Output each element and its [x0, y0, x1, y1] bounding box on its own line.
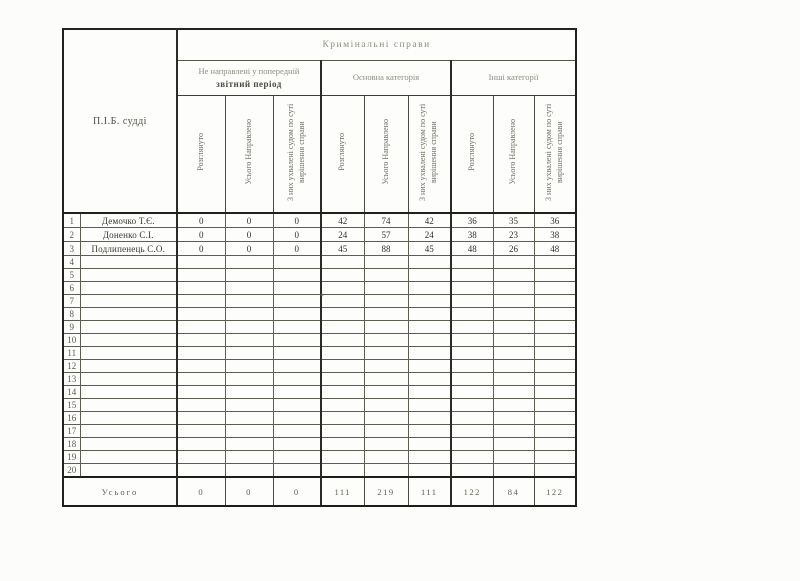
total-label: Усього — [63, 477, 177, 506]
judge-name — [80, 386, 177, 399]
cell-value — [534, 347, 576, 360]
cell-value — [408, 308, 451, 321]
cell-value — [177, 438, 225, 451]
cell-value — [364, 425, 408, 438]
cell-value — [534, 334, 576, 347]
cell-value — [321, 451, 364, 464]
cell-value: 24 — [321, 228, 364, 242]
cell-value — [225, 269, 273, 282]
stray-mark: * — [320, 292, 324, 301]
table-body — [63, 213, 576, 477]
cell-value — [451, 334, 493, 347]
row-number: 19 — [63, 451, 80, 464]
cell-value — [534, 269, 576, 282]
cell-value — [273, 425, 321, 438]
cell-value — [321, 360, 364, 373]
judge-name — [80, 334, 177, 347]
cell-value — [225, 425, 273, 438]
cell-value — [364, 386, 408, 399]
cell-value — [534, 256, 576, 269]
cell-value — [321, 373, 364, 386]
statistics-table-wrapper — [62, 28, 575, 507]
cell-value — [408, 360, 451, 373]
cell-value — [493, 308, 534, 321]
cell-value — [408, 438, 451, 451]
table-row — [63, 412, 576, 425]
cell-value — [364, 451, 408, 464]
cell-value — [534, 386, 576, 399]
cell-value — [493, 425, 534, 438]
cell-value — [177, 347, 225, 360]
cell-value: 88 — [364, 242, 408, 256]
judge-column-header: П.І.Б. судді — [63, 29, 177, 213]
cell-value — [408, 256, 451, 269]
cell-value — [364, 269, 408, 282]
cell-value — [177, 464, 225, 478]
cell-value — [225, 308, 273, 321]
cell-value — [534, 464, 576, 478]
cell-value — [451, 399, 493, 412]
cell-value — [364, 464, 408, 478]
table-row — [63, 347, 576, 360]
cell-value — [364, 373, 408, 386]
judge-name — [80, 321, 177, 334]
cell-value — [225, 373, 273, 386]
cell-value — [273, 373, 321, 386]
cell-value — [177, 295, 225, 308]
cell-value — [364, 256, 408, 269]
row-number: 13 — [63, 373, 80, 386]
table-row — [63, 242, 576, 256]
total-value: 111 — [321, 477, 364, 506]
cell-value: 35 — [493, 213, 534, 228]
subheader-total-sent: Усього Направлено — [508, 118, 518, 185]
cell-value — [408, 399, 451, 412]
cell-value: 48 — [451, 242, 493, 256]
group-header-other-categories: Інші категорії — [451, 61, 576, 96]
judge-name — [80, 347, 177, 360]
cell-value — [225, 282, 273, 295]
cell-value — [321, 308, 364, 321]
table-row — [63, 308, 576, 321]
subheader-considered: Розглянуто — [337, 132, 347, 171]
cell-value — [321, 399, 364, 412]
judge-name: Подлипенець С.О. — [80, 242, 177, 256]
cell-value: 26 — [493, 242, 534, 256]
cell-value — [408, 412, 451, 425]
cell-value — [408, 425, 451, 438]
cell-value — [273, 347, 321, 360]
table-row — [63, 269, 576, 282]
cell-value: 0 — [177, 242, 225, 256]
cell-value — [321, 295, 364, 308]
cell-value — [321, 321, 364, 334]
cell-value — [493, 295, 534, 308]
row-number: 17 — [63, 425, 80, 438]
table-row — [63, 464, 576, 478]
cell-value: 0 — [225, 213, 273, 228]
cell-value — [534, 321, 576, 334]
row-number: 20 — [63, 464, 80, 478]
total-value: 0 — [273, 477, 321, 506]
cell-value — [451, 321, 493, 334]
judge-name — [80, 399, 177, 412]
cell-value — [451, 282, 493, 295]
subheader-total-sent: Усього Направлено — [380, 118, 390, 185]
cell-value — [451, 386, 493, 399]
row-number: 18 — [63, 438, 80, 451]
cell-value — [408, 347, 451, 360]
cell-value — [364, 412, 408, 425]
cell-value — [177, 386, 225, 399]
cell-value — [321, 282, 364, 295]
cell-value — [364, 360, 408, 373]
cell-value — [534, 425, 576, 438]
total-value: 219 — [364, 477, 408, 506]
cell-value — [225, 321, 273, 334]
group-header-line1: Не направлені у попередній — [198, 65, 300, 76]
judge-name — [80, 373, 177, 386]
cell-value — [451, 373, 493, 386]
cell-value — [225, 464, 273, 478]
cell-value — [408, 334, 451, 347]
cell-value — [177, 425, 225, 438]
cell-value — [408, 295, 451, 308]
cell-value — [451, 347, 493, 360]
cell-value — [493, 334, 534, 347]
subheader-decided-on-merits: З них ухвалені судом по суті вирішення справи — [544, 102, 564, 201]
cell-value: 57 — [364, 228, 408, 242]
cell-value — [493, 321, 534, 334]
row-number: 6 — [63, 282, 80, 295]
table-row — [63, 321, 576, 334]
total-value: 0 — [177, 477, 225, 506]
cell-value — [364, 282, 408, 295]
table-row — [63, 360, 576, 373]
group-header-line2: звітний період — [216, 78, 282, 89]
cell-value — [321, 464, 364, 478]
row-number: 14 — [63, 386, 80, 399]
cell-value: 38 — [451, 228, 493, 242]
cell-value: 0 — [225, 228, 273, 242]
row-number: 12 — [63, 360, 80, 373]
table-row — [63, 386, 576, 399]
cell-value — [225, 438, 273, 451]
judge-name — [80, 308, 177, 321]
subheader-considered: Розглянуто — [195, 132, 205, 171]
total-value: 0 — [225, 477, 273, 506]
cell-value: 45 — [408, 242, 451, 256]
subheader-decided-on-merits: З них ухвалені судом по суті вирішення справи — [418, 102, 439, 201]
row-number: 7 — [63, 295, 80, 308]
cell-value — [273, 321, 321, 334]
cell-value — [493, 399, 534, 412]
cell-value — [177, 334, 225, 347]
cell-value — [321, 334, 364, 347]
cell-value: 0 — [225, 242, 273, 256]
cell-value: 0 — [273, 228, 321, 242]
cell-value — [364, 438, 408, 451]
cell-value: 36 — [451, 213, 493, 228]
judge-name — [80, 451, 177, 464]
judge-name — [80, 256, 177, 269]
cell-value — [534, 438, 576, 451]
cell-value — [493, 386, 534, 399]
subheader-total-sent: Усього Направлено — [243, 118, 253, 185]
cell-value — [493, 256, 534, 269]
cell-value — [177, 321, 225, 334]
total-value: 122 — [451, 477, 493, 506]
judges-statistics-table — [62, 28, 577, 507]
cell-value — [451, 438, 493, 451]
group-header-not-sent — [177, 61, 321, 96]
cell-value: 36 — [534, 213, 576, 228]
cell-value: 0 — [273, 213, 321, 228]
row-number: 2 — [63, 228, 80, 242]
cell-value — [321, 269, 364, 282]
cell-value — [177, 451, 225, 464]
cell-value: 74 — [364, 213, 408, 228]
cell-value — [273, 269, 321, 282]
row-number: 5 — [63, 269, 80, 282]
cell-value: 0 — [177, 228, 225, 242]
cell-value: 24 — [408, 228, 451, 242]
subheader-decided-on-merits: З них ухвалені судом по суті вирішення справи — [285, 102, 306, 201]
cell-value — [451, 308, 493, 321]
cell-value: 0 — [177, 213, 225, 228]
judge-name — [80, 360, 177, 373]
cell-value: 38 — [534, 228, 576, 242]
cell-value — [321, 256, 364, 269]
cell-value — [534, 308, 576, 321]
cell-value — [408, 321, 451, 334]
cell-value — [408, 451, 451, 464]
cell-value — [493, 451, 534, 464]
row-number: 15 — [63, 399, 80, 412]
cell-value — [225, 451, 273, 464]
cell-value — [273, 256, 321, 269]
row-number: 8 — [63, 308, 80, 321]
cell-value — [408, 373, 451, 386]
cell-value — [177, 282, 225, 295]
table-row — [63, 425, 576, 438]
cell-value — [493, 438, 534, 451]
cell-value — [451, 425, 493, 438]
cell-value — [408, 282, 451, 295]
judge-name — [80, 438, 177, 451]
total-row — [63, 477, 576, 506]
judge-name — [80, 425, 177, 438]
cell-value — [493, 269, 534, 282]
cell-value — [225, 334, 273, 347]
row-number: 9 — [63, 321, 80, 334]
cell-value: 0 — [273, 242, 321, 256]
cell-value — [534, 373, 576, 386]
cell-value — [534, 412, 576, 425]
cell-value — [273, 464, 321, 478]
row-number: 1 — [63, 213, 80, 228]
cell-value — [534, 295, 576, 308]
row-number: 10 — [63, 334, 80, 347]
total-value: 122 — [534, 477, 576, 506]
cell-value — [273, 451, 321, 464]
judge-name — [80, 295, 177, 308]
cell-value — [534, 399, 576, 412]
row-number: 16 — [63, 412, 80, 425]
cell-value — [177, 308, 225, 321]
cell-value — [364, 399, 408, 412]
cell-value — [273, 399, 321, 412]
cell-value — [493, 282, 534, 295]
cell-value — [273, 438, 321, 451]
table-row — [63, 438, 576, 451]
cell-value — [273, 282, 321, 295]
cell-value — [534, 451, 576, 464]
cell-value — [493, 360, 534, 373]
cell-value — [321, 386, 364, 399]
group-header-main-category: Основна категорія — [321, 61, 451, 96]
cell-value — [225, 386, 273, 399]
cell-value — [321, 438, 364, 451]
cell-value — [177, 256, 225, 269]
judge-name — [80, 269, 177, 282]
cell-value: 23 — [493, 228, 534, 242]
cell-value — [451, 451, 493, 464]
cell-value — [451, 295, 493, 308]
cell-value — [493, 373, 534, 386]
table-row — [63, 451, 576, 464]
judge-name — [80, 282, 177, 295]
cell-value: 42 — [408, 213, 451, 228]
cell-value — [451, 464, 493, 478]
cell-value — [273, 308, 321, 321]
table-row — [63, 213, 576, 228]
table-row — [63, 228, 576, 242]
cell-value — [177, 412, 225, 425]
cell-value: 42 — [321, 213, 364, 228]
total-value: 84 — [493, 477, 534, 506]
judge-name: Доненко С.І. — [80, 228, 177, 242]
cell-value — [177, 269, 225, 282]
table-row — [63, 334, 576, 347]
cell-value — [225, 295, 273, 308]
total-value: 111 — [408, 477, 451, 506]
table-row — [63, 373, 576, 386]
cell-value — [451, 360, 493, 373]
cell-value — [408, 464, 451, 478]
cell-value — [451, 269, 493, 282]
judge-name — [80, 412, 177, 425]
cell-value — [493, 464, 534, 478]
cell-value — [408, 269, 451, 282]
cell-value — [321, 347, 364, 360]
cell-value — [321, 412, 364, 425]
cell-value — [177, 399, 225, 412]
subheader-considered: Розглянуто — [466, 132, 476, 171]
cell-value — [273, 386, 321, 399]
judge-name: Демочко Т.Є. — [80, 213, 177, 228]
cell-value — [177, 373, 225, 386]
cell-value — [273, 412, 321, 425]
cell-value — [225, 399, 273, 412]
row-number: 3 — [63, 242, 80, 256]
cell-value — [364, 321, 408, 334]
table-row — [63, 399, 576, 412]
cell-value — [225, 360, 273, 373]
cell-value — [493, 347, 534, 360]
row-number: 11 — [63, 347, 80, 360]
cell-value — [451, 256, 493, 269]
judge-name — [80, 464, 177, 478]
row-number: 4 — [63, 256, 80, 269]
cell-value: 48 — [534, 242, 576, 256]
cell-value — [534, 360, 576, 373]
cell-value — [493, 412, 534, 425]
cell-value — [225, 412, 273, 425]
cell-value — [177, 360, 225, 373]
cell-value — [225, 256, 273, 269]
cell-value — [364, 308, 408, 321]
cell-value — [273, 360, 321, 373]
cell-value — [451, 412, 493, 425]
cell-value — [408, 386, 451, 399]
cell-value — [364, 295, 408, 308]
cell-value: 45 — [321, 242, 364, 256]
cell-value — [364, 347, 408, 360]
cell-value — [321, 425, 364, 438]
table-title: Кримінальні справи — [177, 29, 576, 61]
cell-value — [364, 334, 408, 347]
cell-value — [534, 282, 576, 295]
table-row — [63, 256, 576, 269]
cell-value — [273, 334, 321, 347]
cell-value — [225, 347, 273, 360]
cell-value — [273, 295, 321, 308]
